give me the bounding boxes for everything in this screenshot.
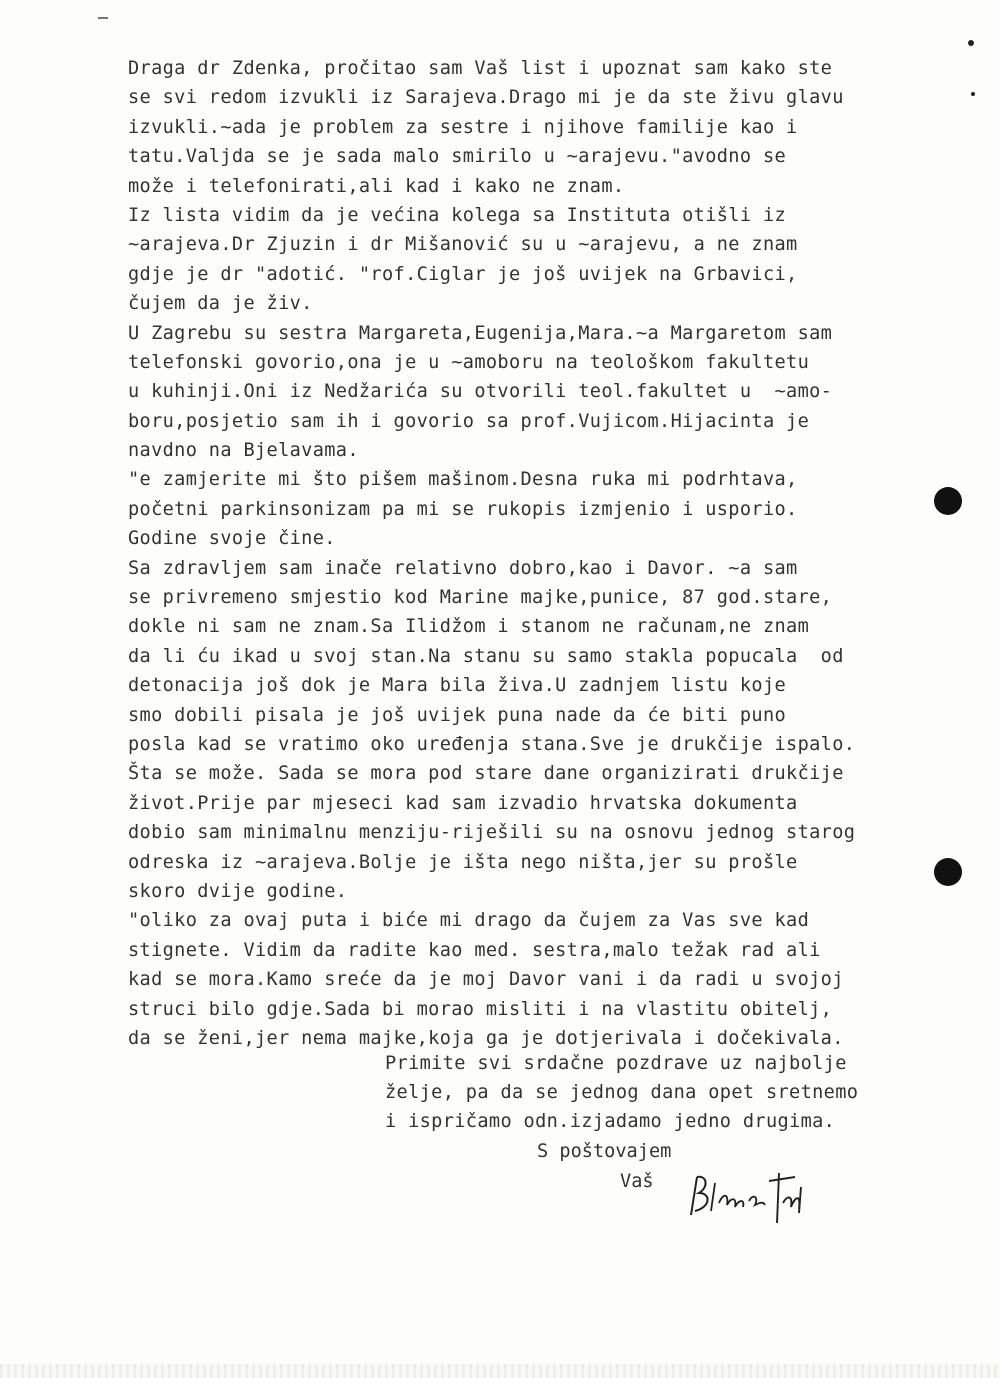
letter-line: skoro dvije godine. <box>128 880 348 902</box>
letter-line: može i telefonirati,ali kad i kako ne znam. <box>128 175 625 197</box>
letter-line: kad se mora.Kamo sreće da je moj Davor vani i da radi u svojoj <box>128 969 844 991</box>
scan-speck <box>98 17 108 19</box>
letter-line: navdno na Bjelavama. <box>128 440 359 462</box>
greeting-line: S poštovajem <box>537 1141 672 1162</box>
closing-paragraph <box>385 1049 945 1137</box>
letter-line: "oliko za ovaj puta i biće mi drago da čujem za Vas sve kad <box>128 910 810 932</box>
valediction: Vaš <box>620 1171 654 1192</box>
scan-mark-top-small <box>971 92 975 96</box>
letter-line: odreska iz ~arajeva.Bolje je išta nego ništa,jer su prošle <box>128 851 798 873</box>
letter-line: se privremeno smjestio kod Marine majke,punice, 87 god.stare, <box>128 587 833 609</box>
punch-hole-lower <box>934 858 962 886</box>
letter-line: telefonski govorio,ona je u ~amoboru na teološkom fakultetu <box>128 351 810 373</box>
letter-line: posla kad se vratimo oko uređenja stana.Sve je drukčije ispalo. <box>128 733 856 755</box>
letter-line: Godine svoje čine. <box>128 528 336 550</box>
letter-line: Draga dr Zdenka, pročitao sam Vaš list i upoznat sam kako ste <box>128 58 833 79</box>
letter-line: se svi redom izvukli iz Sarajeva.Drago mi je da ste živu glavu <box>128 87 844 109</box>
letter-line: čujem da je živ. <box>128 293 313 315</box>
letter-line: Iz lista vidim da je većina kolega sa Instituta otišli iz <box>128 204 787 226</box>
letter-line: detonacija još dok je Mara bila živa.U zadnjem listu koje <box>128 675 787 697</box>
letter-line: struci bilo gdje.Sada bi morao misliti i na vlastitu obitelj, <box>128 998 833 1020</box>
closing-line: Primite svi srdačne pozdrave uz najbolje <box>385 1053 847 1074</box>
letter-line: život.Prije par mjeseci kad sam izvadio hrvatska dokumenta <box>128 792 798 814</box>
letter-line: "e zamjerite mi što pišem mašinom.Desna ruka mi podrhtava, <box>128 469 798 491</box>
letter-line: dokle ni sam ne znam.Sa Ilidžom i stanom ne računam,ne znam <box>128 616 810 638</box>
punch-hole-upper <box>934 487 962 515</box>
closing-line: i ispričamo odn.izjadamo jedno drugima. <box>385 1111 836 1133</box>
letter-line: u kuhinji.Oni iz Nedžarića su otvorili teol.fakultet u ~amo- <box>128 381 833 403</box>
letter-line: Šta se može. Sada se mora pod stare dane organizirati drukčije <box>128 763 844 785</box>
scan-edge <box>0 1364 1000 1378</box>
letter-line: stignete. Vidim da radite kao med. sestra,malo težak rad ali <box>128 939 821 961</box>
scan-mark-top <box>968 40 974 46</box>
letter-line: boru,posjetio sam ih i govorio sa prof.Vujicom.Hijacinta je <box>128 410 810 432</box>
letter-line: ~arajeva.Dr Zjuzin i dr Mišanović su u ~arajevu, a ne znam <box>128 234 798 256</box>
handwritten-signature <box>683 1163 823 1233</box>
letter-line: dobio sam minimalnu menziju-riješili su na osnovu jednog starog <box>128 822 856 844</box>
letter-line: da se ženi,jer nema majke,koja ga je dotjerivala i dočekivala. <box>128 1027 844 1049</box>
letter-line: početni parkinsonizam pa mi se rukopis izmjenio i usporio. <box>128 498 798 520</box>
letter-line: gdje je dr "adotić. "rof.Ciglar je još uvijek na Grbavici, <box>128 263 798 285</box>
letter-body <box>128 54 928 1053</box>
letter-line: tatu.Valjda se je sada malo smirilo u ~arajevu."avodno se <box>128 146 787 168</box>
closing-line: želje, pa da se jednog dana opet sretnemo <box>385 1082 859 1104</box>
letter-line: smo dobili pisala je još uvijek puna nade da će biti puno <box>128 704 787 726</box>
letter-line: Sa zdravljem sam inače relativno dobro,kao i Davor. ~a sam <box>128 557 798 579</box>
letter-line: izvukli.~ada je problem za sestre i njihove familije kao i <box>128 116 798 138</box>
letter-line: da li ću ikad u svoj stan.Na stanu su samo stakla popucala od <box>128 645 844 667</box>
letter-line: U Zagrebu su sestra Margareta,Eugenija,Mara.~a Margaretom sam <box>128 322 833 344</box>
